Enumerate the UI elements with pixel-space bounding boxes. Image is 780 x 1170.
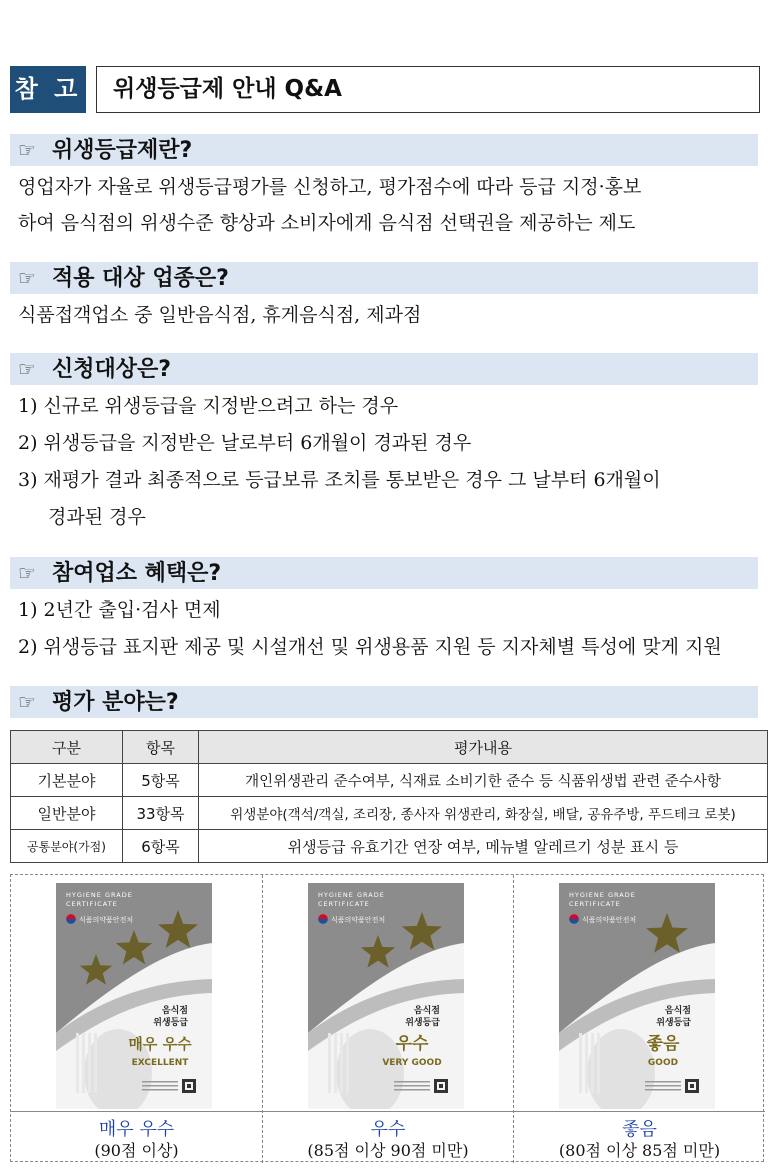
table-row <box>11 764 768 797</box>
evaluation-table <box>10 730 768 863</box>
table-cell: 위생등급 유효기간 연장 여부, 메뉴별 알레르기 성분 표시 등 <box>199 830 768 863</box>
svg-text:CERTIFICATE: CERTIFICATE <box>569 900 621 908</box>
svg-text:CERTIFICATE: CERTIFICATE <box>318 900 370 908</box>
svg-text:음식점: 음식점 <box>413 1006 440 1016</box>
svg-text:HYGIENE GRADE: HYGIENE GRADE <box>569 891 636 899</box>
body-line: 하여 음식점의 위생수준 향상과 소비자에게 음식점 선택권을 제공하는 제도 <box>18 212 636 234</box>
table-header-cell: 평가내용 <box>199 731 768 764</box>
certificate-image <box>559 883 715 1109</box>
list-item: 2) 위생등급을 지정받은 날로부터 6개월이 경과된 경우 <box>18 432 472 454</box>
pointing-hand-icon: ☞ <box>18 138 36 162</box>
table-cell: 6항목 <box>123 830 199 863</box>
pointing-hand-icon: ☞ <box>18 357 36 381</box>
list-item: 1) 신규로 위생등급을 지정받으려고 하는 경우 <box>18 395 399 417</box>
svg-text:위생등급: 위생등급 <box>405 1018 440 1028</box>
grade-label: 매우 우수 <box>98 1119 175 1140</box>
svg-text:CERTIFICATE: CERTIFICATE <box>66 900 118 908</box>
certificate-card-very-good <box>262 875 513 1163</box>
grade-score-range: (90점 이상) <box>94 1141 179 1160</box>
section-title-evaluation-fields: ☞ 평가 분야는? <box>10 686 758 718</box>
certificate-card-excellent <box>11 875 262 1163</box>
table-cell: 33항목 <box>123 797 199 830</box>
section-title-benefits: ☞ 참여업소 혜택은? <box>10 557 758 589</box>
svg-text:식품의약품안전처: 식품의약품안전처 <box>582 916 637 924</box>
section-title-what-is: ☞ 위생등급제란? <box>10 134 758 166</box>
svg-text:우수: 우수 <box>395 1034 429 1054</box>
svg-text:VERY GOOD: VERY GOOD <box>382 1058 442 1068</box>
svg-text:HYGIENE GRADE: HYGIENE GRADE <box>66 891 133 899</box>
table-header-row <box>11 731 768 764</box>
grade-score-range: (85점 이상 90점 미만) <box>307 1141 469 1160</box>
certificate-image <box>56 883 212 1109</box>
list-item: 3) 재평가 결과 최종적으로 등급보류 조치를 통보받은 경우 그 날부터 6개월이 <box>18 469 661 491</box>
pointing-hand-icon: ☞ <box>18 266 36 290</box>
table-cell: 위생분야(객석/객실, 조리장, 종사자 위생관리, 화장실, 배달, 공유주방, 푸드테크 로봇) <box>199 797 768 830</box>
svg-text:식품의약품안전처: 식품의약품안전처 <box>79 916 134 924</box>
table-cell: 기본분야 <box>11 764 123 797</box>
svg-text:위생등급: 위생등급 <box>656 1018 691 1028</box>
grade-score-range: (80점 이상 85점 미만) <box>558 1141 721 1160</box>
svg-text:GOOD: GOOD <box>647 1058 679 1068</box>
body-line: 식품접객업소 중 일반음식점, 휴게음식점, 제과점 <box>18 304 422 326</box>
certificate-card-good <box>513 875 765 1163</box>
svg-text:EXCELLENT: EXCELLENT <box>131 1058 189 1068</box>
table-row <box>11 830 768 863</box>
page-title: 위생등급제 안내 Q&A <box>96 66 760 113</box>
table-cell: 공통분야(가점) <box>11 830 123 863</box>
table-row <box>11 797 768 830</box>
certificate-gallery <box>10 874 764 1162</box>
page-header <box>10 66 760 113</box>
certificate-image <box>308 883 464 1109</box>
list-item: 1) 2년간 출입·검사 면제 <box>18 599 221 621</box>
grade-label: 좋음 <box>622 1119 657 1140</box>
table-header-cell: 항목 <box>123 731 199 764</box>
pointing-hand-icon: ☞ <box>18 690 36 714</box>
svg-text:매우 우수: 매우 우수 <box>128 1035 192 1053</box>
pointing-hand-icon: ☞ <box>18 561 36 585</box>
list-item: 2) 위생등급 표지판 제공 및 시설개선 및 위생용품 지원 등 지자체별 특성에 맞게 지원 <box>18 636 722 658</box>
body-line: 영업자가 자율로 위생등급평가를 신청하고, 평가점수에 따라 등급 지정·홍보 <box>18 176 642 198</box>
svg-text:음식점: 음식점 <box>664 1006 691 1016</box>
table-cell: 5항목 <box>123 764 199 797</box>
table-cell: 개인위생관리 준수여부, 식재료 소비기한 준수 등 식품위생법 관련 준수사항 <box>199 764 768 797</box>
grade-label: 우수 <box>370 1119 406 1140</box>
svg-text:위생등급: 위생등급 <box>153 1018 188 1028</box>
table-header-cell: 구분 <box>11 731 123 764</box>
reference-tag: 참 고 <box>10 66 86 113</box>
list-item-continuation: 경과된 경우 <box>48 506 146 528</box>
table-cell: 일반분야 <box>11 797 123 830</box>
svg-text:HYGIENE GRADE: HYGIENE GRADE <box>318 891 385 899</box>
svg-text:식품의약품안전처: 식품의약품안전처 <box>331 916 386 924</box>
svg-text:음식점: 음식점 <box>161 1006 188 1016</box>
svg-text:좋음: 좋음 <box>646 1034 680 1054</box>
section-title-target-business: ☞ 적용 대상 업종은? <box>10 262 758 294</box>
section-title-applicants: ☞ 신청대상은? <box>10 353 758 385</box>
